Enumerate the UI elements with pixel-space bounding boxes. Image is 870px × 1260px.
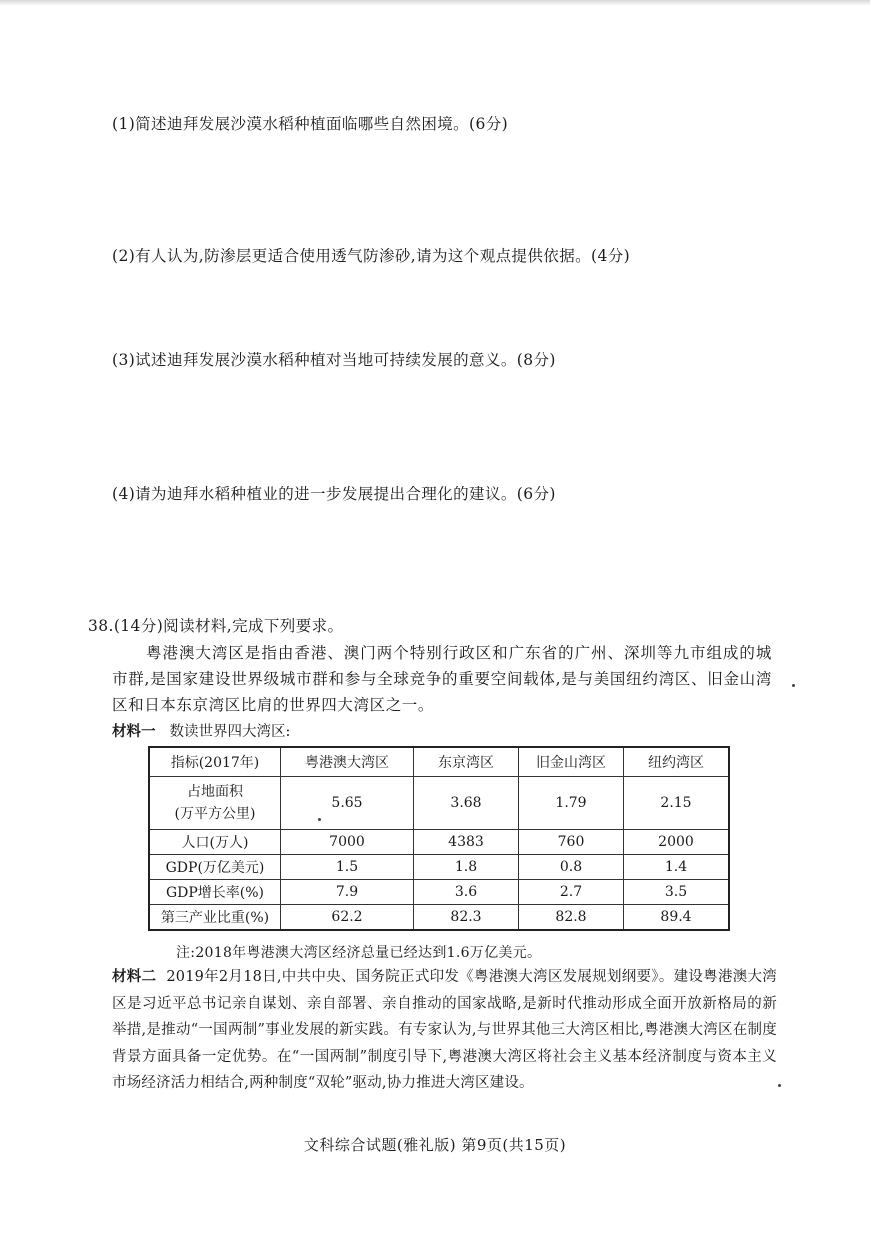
material-2-text: 2019年2月18日,中共中央、国务院正式印发《粤港澳大湾区发展规划纲要》。建设粤港澳大湾区是习近平总书记亲自谋划、亲自部署、亲自推动的国家战略,是新时代推动形成全面开放新格局的新举措,是推动“一国两制”事业发展的新实践。有专家认为,与世界其他三大湾区相比,粤港澳大湾区在制度背景方面具备一定优势。在“一国两制”制度引导下,粤港澳大湾区将社会主义基本经济制度与资本主义市场经济活力相结合,两种制度“双轮”驱动,协力推进大湾区建设。 bbox=[112, 969, 777, 1091]
scan-speck bbox=[778, 1084, 781, 1087]
question-3: (3)试述迪拜发展沙漠水稻种植对当地可持续发展的意义。(8分) bbox=[112, 351, 556, 369]
material-2-label: 材料二 bbox=[112, 968, 157, 985]
table-row bbox=[149, 855, 729, 880]
table-cell: 1.8 bbox=[414, 855, 519, 880]
row-label: GDP增长率(%) bbox=[149, 880, 281, 905]
table-cell: 89.4 bbox=[624, 905, 730, 931]
material-1-heading bbox=[112, 720, 290, 741]
material-1-title: 数读世界四大湾区: bbox=[169, 724, 291, 740]
table-cell: 2.7 bbox=[519, 880, 624, 905]
table-header: 指标(2017年) bbox=[149, 747, 281, 777]
question-2: (2)有人认为,防渗层更适合使用透气防渗砂,请为这个观点提供依据。(4分) bbox=[112, 247, 631, 265]
table-cell: 1.4 bbox=[624, 855, 730, 880]
table-cell: 760 bbox=[519, 830, 624, 855]
question-38-heading: 38.(14分)阅读材料,完成下列要求。 bbox=[88, 617, 344, 635]
table-row bbox=[149, 880, 729, 905]
table-cell: 7.9 bbox=[281, 880, 414, 905]
question-1: (1)简述迪拜发展沙漠水稻种植面临哪些自然困境。(6分) bbox=[112, 115, 509, 133]
question-38-intro: 粤港澳大湾区是指由香港、澳门两个特别行政区和广东省的广州、深圳等九市组成的城市群,是国家建设世界级城市群和参与全球竞争的重要空间载体,是与美国纽约湾区、旧金山湾区和日本东京湾区比肩的世界四大湾区之一。 bbox=[112, 644, 772, 714]
row-label-line-2: (万平方公里) bbox=[174, 806, 256, 822]
row-label: GDP(万亿美元) bbox=[149, 855, 281, 880]
table-header-row bbox=[149, 747, 729, 777]
row-label: 人口(万人) bbox=[149, 830, 281, 855]
scan-speck bbox=[792, 684, 795, 687]
table-cell: 2000 bbox=[624, 830, 730, 855]
page-footer: 文科综合试题(雅礼版) 第9页(共15页) bbox=[303, 1136, 567, 1154]
material-1-label: 材料一 bbox=[112, 723, 156, 740]
row-label bbox=[149, 777, 281, 830]
table-header: 纽约湾区 bbox=[624, 747, 730, 777]
table-cell: 0.8 bbox=[519, 855, 624, 880]
table-cell: 82.3 bbox=[414, 905, 519, 931]
table-header: 东京湾区 bbox=[414, 747, 519, 777]
table-cell: 3.68 bbox=[414, 777, 519, 830]
table-cell: 82.8 bbox=[519, 905, 624, 931]
table-cell: 3.6 bbox=[414, 880, 519, 905]
table-row bbox=[149, 830, 729, 855]
table-header: 旧金山湾区 bbox=[519, 747, 624, 777]
table-note: 注:2018年粤港澳大湾区经济总量已经达到1.6万亿美元。 bbox=[176, 945, 542, 961]
table-cell: 1.79 bbox=[519, 777, 624, 830]
row-label: 第三产业比重(%) bbox=[149, 905, 281, 931]
table-row bbox=[149, 777, 729, 830]
bay-area-table bbox=[148, 746, 730, 931]
table-row bbox=[149, 905, 729, 931]
table-cell: 7000 bbox=[281, 830, 414, 855]
table-cell: 2.15 bbox=[624, 777, 730, 830]
table-cell: 1.5 bbox=[281, 855, 414, 880]
scan-speck bbox=[318, 818, 321, 821]
table-header: 粤港澳大湾区 bbox=[281, 747, 414, 777]
material-2 bbox=[112, 964, 777, 1097]
table-cell: 3.5 bbox=[624, 880, 730, 905]
table-cell: 4383 bbox=[414, 830, 519, 855]
table-cell: 5.65 bbox=[281, 777, 414, 830]
row-label-line-1: 占地面积 bbox=[187, 784, 243, 800]
question-4: (4)请为迪拜水稻种植业的进一步发展提出合理化的建议。(6分) bbox=[112, 485, 556, 503]
table-cell: 62.2 bbox=[281, 905, 414, 931]
